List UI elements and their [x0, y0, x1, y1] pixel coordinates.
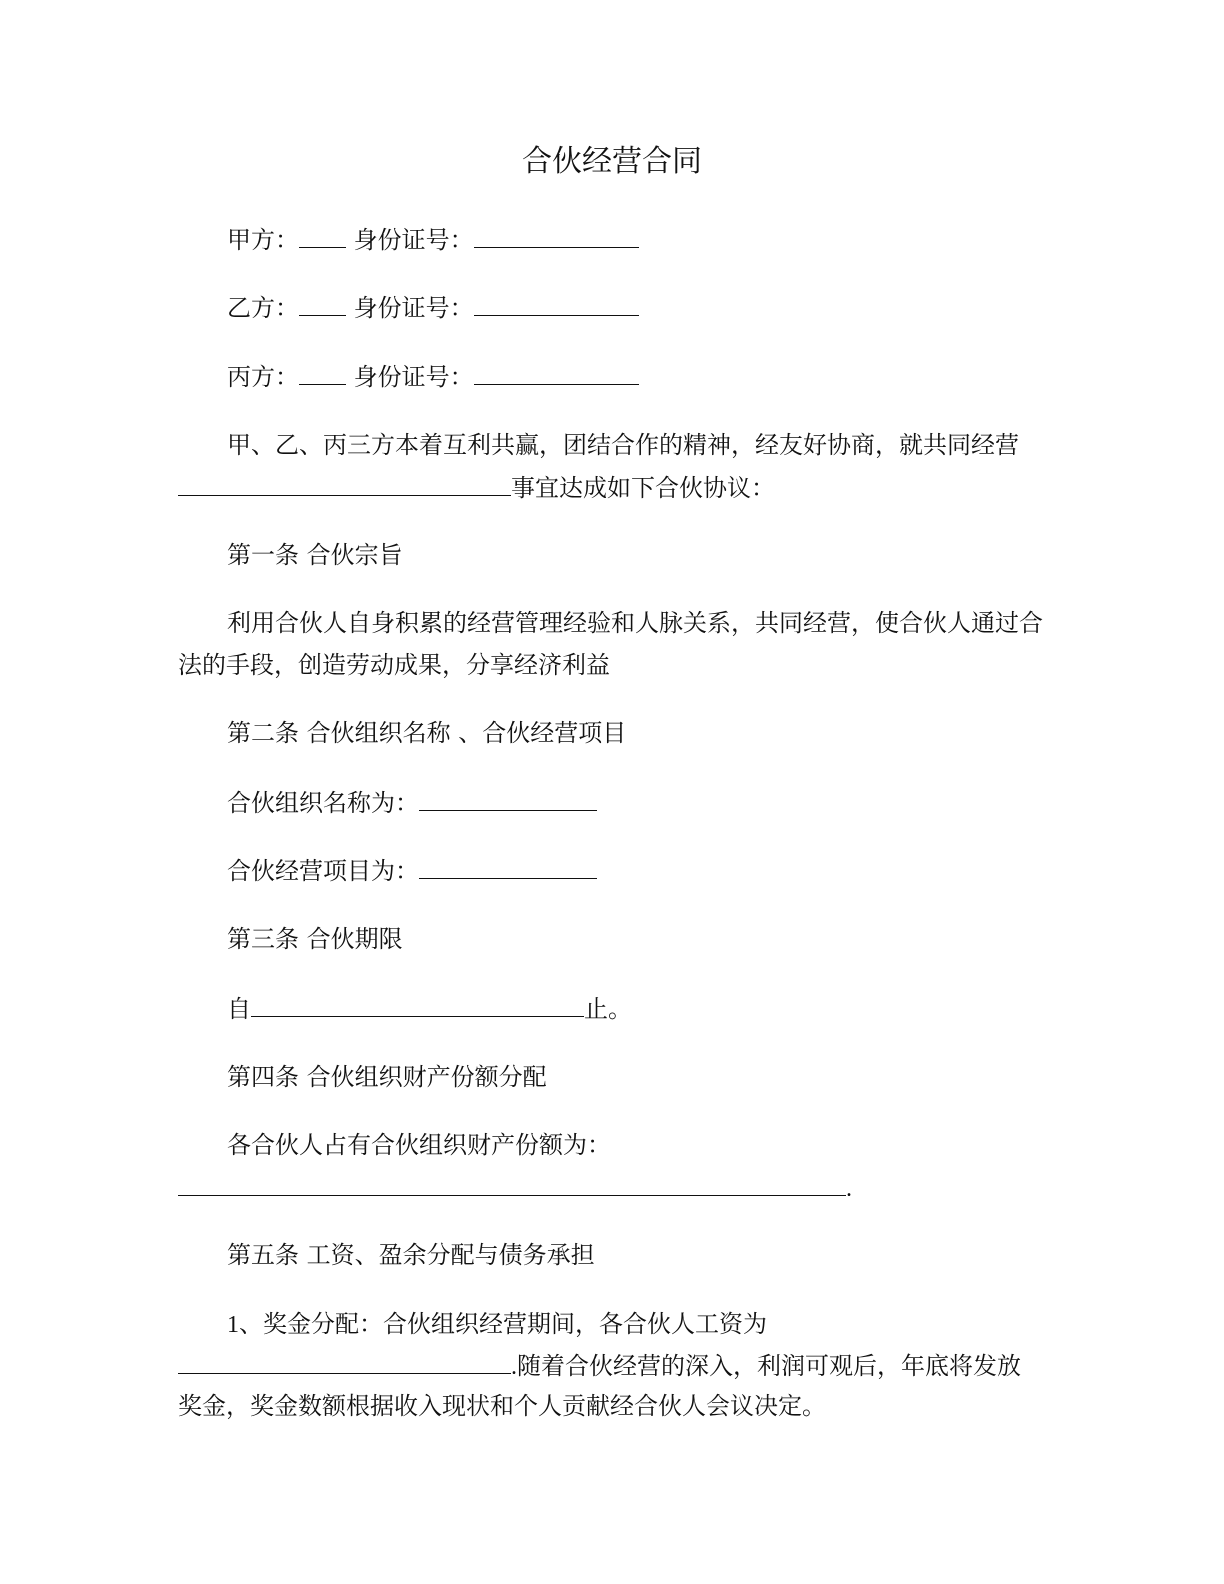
article-1-line-1: 利用合伙人自身积累的经营管理经验和人脉关系，共同经营，使合伙人通过合	[227, 609, 1043, 637]
share-blank	[178, 1170, 846, 1196]
article-2-heading: 第二条 合伙组织名称 、合伙经营项目	[227, 719, 627, 747]
article-4-heading: 第四条 合伙组织财产份额分配	[227, 1063, 547, 1091]
party-a-id-label: 身份证号：	[353, 226, 474, 254]
party-c-name-blank	[299, 359, 346, 385]
share-end: .	[846, 1176, 852, 1202]
party-b-line	[227, 290, 639, 324]
party-c-label: 丙方：	[227, 363, 299, 391]
org-name-label: 合伙组织名称为：	[227, 789, 419, 817]
party-b-id-label: 身份证号：	[353, 294, 474, 322]
business-blank	[178, 470, 511, 496]
party-b-id-blank	[474, 290, 639, 316]
term-blank	[251, 991, 584, 1017]
intro-line-2	[178, 470, 775, 504]
party-a-label: 甲方：	[227, 226, 299, 254]
project-blank	[419, 853, 597, 879]
article-1-line-2: 法的手段，创造劳动成果，分享经济利益	[178, 651, 610, 679]
salary-blank	[178, 1348, 511, 1374]
party-c-id-label: 身份证号：	[353, 363, 474, 391]
project-label: 合伙经营项目为：	[227, 857, 419, 885]
share-blank-line	[178, 1170, 852, 1204]
article-5-item-1-line-2	[178, 1348, 1021, 1382]
party-a-id-blank	[474, 222, 639, 248]
salary-dot: .	[511, 1354, 517, 1380]
term-to: 止。	[584, 995, 632, 1023]
item-1-number: 1	[227, 1312, 239, 1338]
article-5-heading: 第五条 工资、盈余分配与债务承担	[227, 1241, 595, 1269]
party-b-name-blank	[299, 290, 346, 316]
org-name-blank	[419, 785, 597, 811]
party-c-id-blank	[474, 359, 639, 385]
org-name-line	[227, 785, 597, 819]
share-label-line: 各合伙人占有合伙组织财产份额为：	[227, 1131, 611, 1159]
article-5-item-1-line-1	[227, 1307, 767, 1341]
item-1-text: 、奖金分配：合伙组织经营期间，各合伙人工资为	[239, 1310, 767, 1338]
party-c-line	[227, 359, 639, 393]
article-3-heading: 第三条 合伙期限	[227, 925, 403, 953]
party-a-name-blank	[299, 222, 346, 248]
party-b-label: 乙方：	[227, 294, 299, 322]
intro-line-1: 甲、乙、丙三方本着互利共赢，团结合作的精神，经友好协商，就共同经营	[227, 431, 1019, 459]
term-line	[227, 991, 632, 1025]
intro-line-2-text: 事宜达成如下合伙协议：	[511, 474, 775, 502]
article-5-item-1-line-3: 奖金，奖金数额根据收入现状和个人贡献经合伙人会议决定。	[178, 1392, 826, 1420]
term-from: 自	[227, 995, 251, 1023]
article-1-heading: 第一条 合伙宗旨	[227, 541, 403, 569]
project-line	[227, 853, 597, 887]
item-1-line-2-text: 随着合伙经营的深入，利润可观后，年底将发放	[517, 1352, 1021, 1380]
document-title: 合伙经营合同	[522, 144, 702, 179]
party-a-line	[227, 222, 639, 256]
